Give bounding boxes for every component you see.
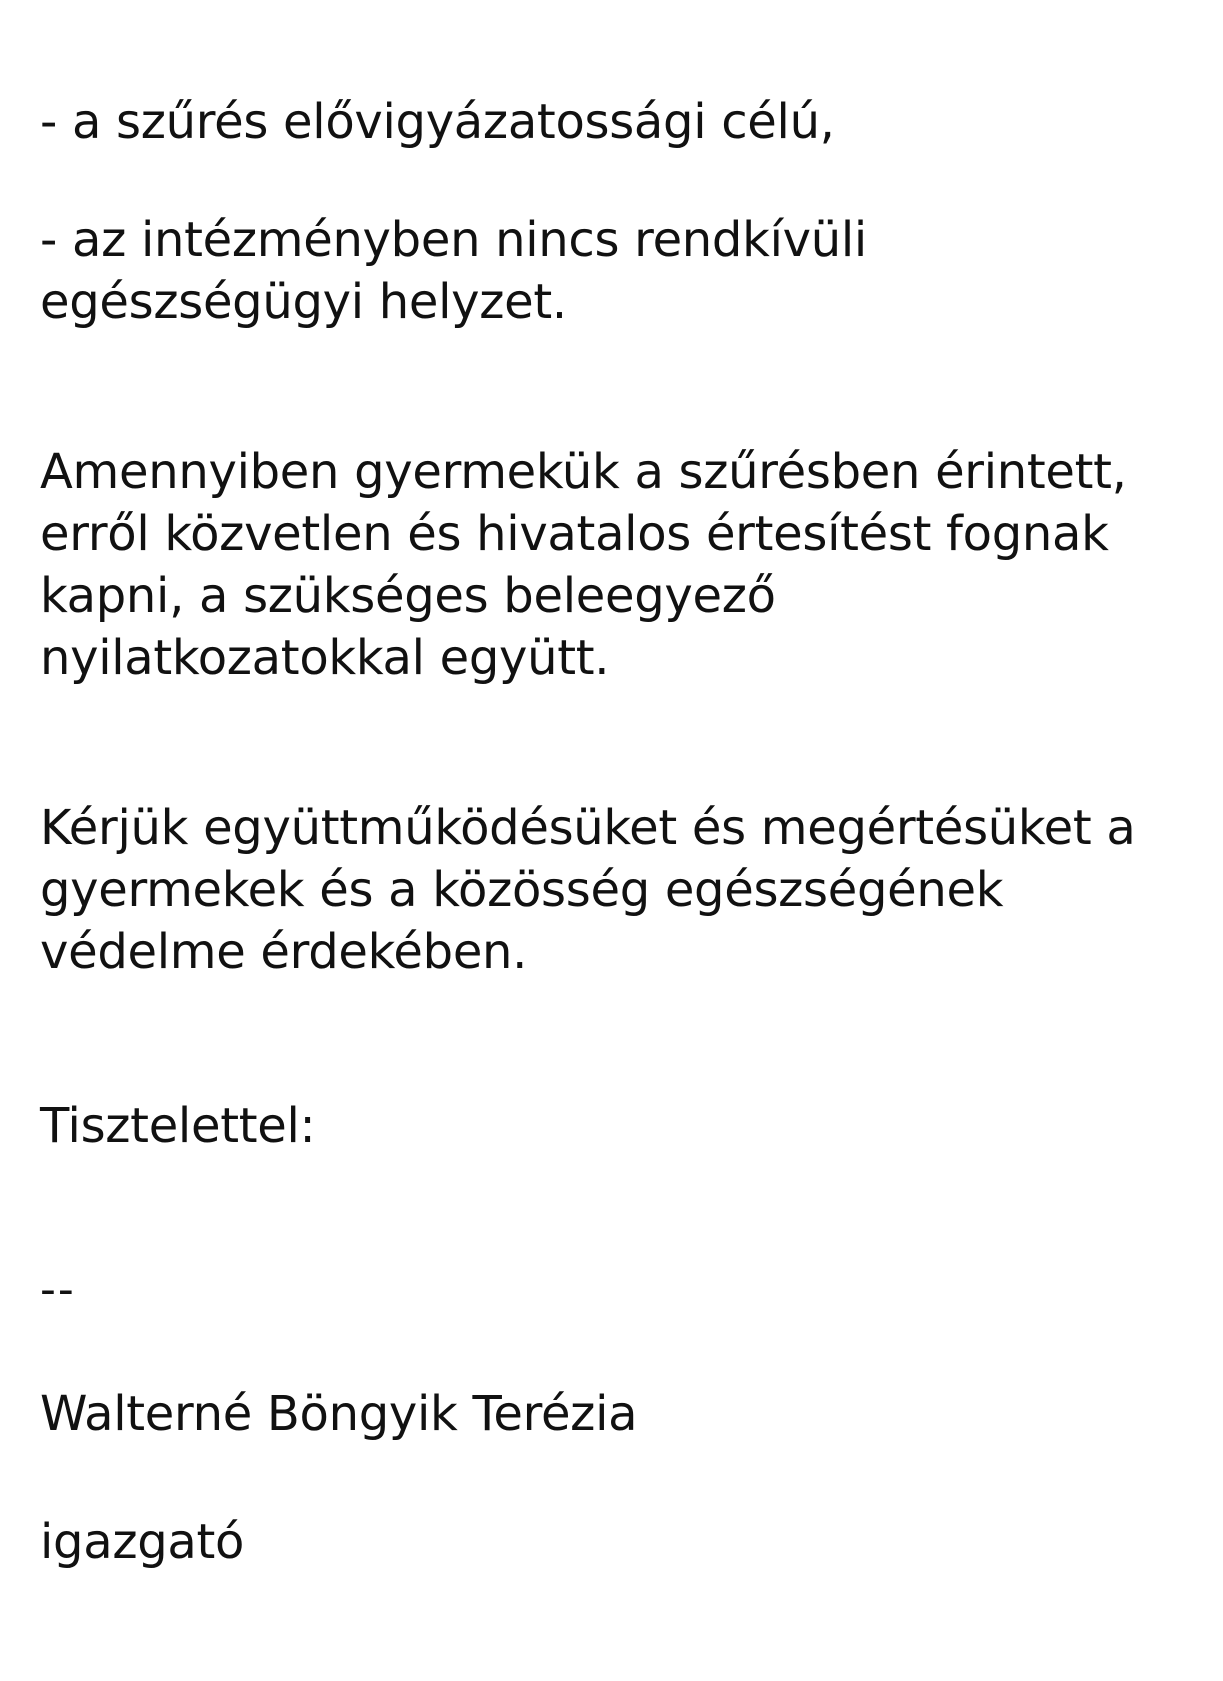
paragraph-cooperation-line-2: gyermekek és a közösség egészségének: [40, 862, 1004, 918]
bullet-precautionary: - a szűrés elővigyázatossági célú,: [40, 94, 835, 150]
paragraph-notification-line-4: nyilatkozatokkal együtt.: [40, 630, 610, 686]
signature-separator: --: [40, 1264, 76, 1315]
signature-title: igazgató: [40, 1514, 245, 1570]
paragraph-notification-line-2: erről közvetlen és hivatalos értesítést fognak: [40, 506, 1109, 562]
paragraph-cooperation-line-1: Kérjük együttműködésüket és megértésüket a: [40, 800, 1136, 856]
bullet-no-emergency-line-2: egészségügyi helyzet.: [40, 274, 567, 330]
paragraph-notification-line-3: kapni, a szükséges beleegyező: [40, 568, 776, 624]
bullet-no-emergency-line-1: - az intézményben nincs rendkívüli: [40, 212, 867, 268]
paragraph-cooperation-line-3: védelme érdekében.: [40, 924, 528, 980]
closing: Tisztelettel:: [40, 1098, 316, 1154]
paragraph-notification-line-1: Amennyiben gyermekük a szűrésben érintett,: [40, 444, 1127, 500]
signature-name: Walterné Böngyik Terézia: [40, 1386, 638, 1442]
